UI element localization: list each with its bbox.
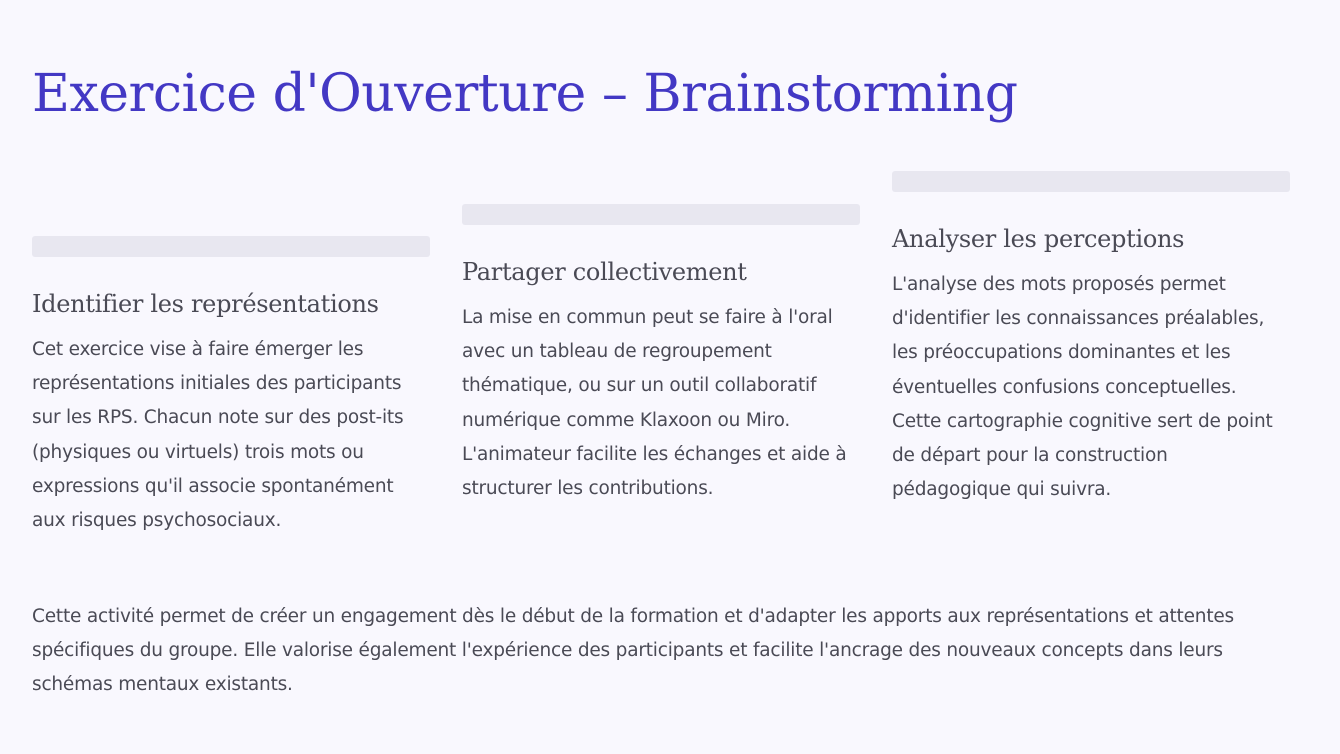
card-heading: Analyser les perceptions [892, 225, 1185, 253]
footer-paragraph: Cette activité permet de créer un engagement dès le début de la formation et d'adapter les apports aux représentations et attentes spécifiques du groupe. Elle valorise également l'expérience des participants et facilite l'ancrage des nouveaux concepts dans leurs schémas mentaux existants. [32, 606, 1234, 696]
card-analyser [892, 171, 1290, 507]
card-identifier [32, 236, 430, 538]
card-text: Cet exercice vise à faire émerger les représentations initiales des participants sur les RPS. Chacun note sur des post-its (physiques ou virtuels) trois mots ou expressions qu'il associe spontanément aux risques psychosociaux. [32, 339, 404, 532]
page-title: Exercice d'Ouverture – Brainstorming [32, 64, 1018, 124]
card-heading: Partager collectivement [462, 258, 747, 286]
card-partager [462, 204, 860, 506]
card-heading: Identifier les représentations [32, 290, 379, 318]
card-text: La mise en commun peut se faire à l'oral avec un tableau de regroupement thématique, ou sur un outil collaboratif numérique comme Klaxoon ou Miro. L'animateur facilite les échanges et aide à structurer les contributions. [462, 307, 847, 500]
card-placeholder-bar [462, 204, 860, 225]
card-text: L'analyse des mots proposés permet d'identifier les connaissances préalables, les préoccupations dominantes et les éventuelles confusions conceptuelles. Cette cartographie cognitive sert de point de départ pour la construction pédagogique qui suivra. [892, 274, 1273, 501]
card-placeholder-bar [892, 171, 1290, 192]
card-placeholder-bar [32, 236, 430, 257]
